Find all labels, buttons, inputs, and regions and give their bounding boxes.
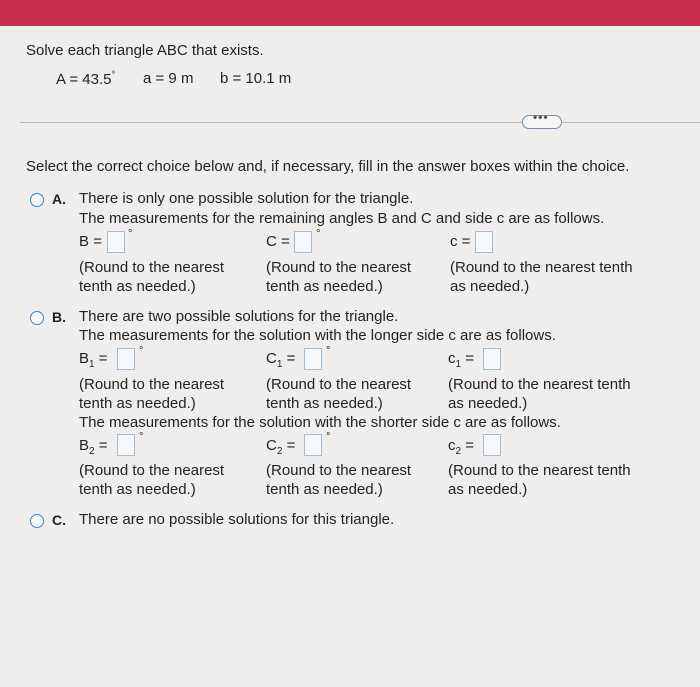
choice-b-shorter-text: The measurements for the solution with the shorter side c are as follows. [79, 414, 561, 431]
answer-box-c2[interactable] [483, 434, 501, 456]
equals-sign: = [465, 437, 474, 454]
answer-box-B[interactable] [107, 231, 125, 253]
choice-b-radio[interactable] [30, 311, 44, 325]
answer-box-c1[interactable] [483, 348, 501, 370]
round-note-line: (Round to the nearest [266, 259, 412, 276]
label-c1 [448, 350, 474, 370]
divider [20, 122, 700, 123]
answer-box-B2[interactable] [117, 434, 135, 456]
equals-sign: = [281, 233, 290, 250]
round-note-line: (Round to the nearest [266, 376, 412, 393]
choice-a-subtext: The measurements for the remaining angles B and C and side c are as follows. [79, 210, 605, 227]
label-B-text: B [79, 233, 90, 250]
round-note-line: (Round to the nearest [266, 462, 412, 479]
choice-b-letter: B. [52, 309, 66, 325]
label-C1 [266, 350, 295, 370]
label-C2 [266, 437, 295, 457]
equals-sign: = [98, 350, 108, 367]
equals-sign: = [286, 350, 296, 367]
given-angle-A-text: A = 43.5 [56, 71, 112, 88]
label-B2-text: B [79, 437, 90, 454]
subscript: 2 [89, 446, 95, 457]
round-note-line: tenth as needed.) [266, 395, 383, 412]
subscript: 2 [276, 446, 283, 457]
label-c-text: c [450, 233, 458, 250]
round-note-line: (Round to the nearest [79, 259, 225, 276]
ellipsis-icon: ••• [533, 110, 549, 124]
subscript: 1 [455, 359, 462, 370]
round-note [266, 258, 411, 296]
degree-symbol: ° [326, 345, 331, 357]
round-note-line: (Round to the nearest tenth [448, 462, 631, 479]
answer-box-C[interactable] [294, 231, 312, 253]
choice-c-text: There are no possible solutions for this triangle. [79, 511, 395, 528]
answer-box-B1[interactable] [117, 348, 135, 370]
round-note-line: (Round to the nearest [79, 462, 225, 479]
more-options-button[interactable] [522, 110, 562, 129]
given-side-a: a = 9 m [143, 70, 194, 87]
choice-c-letter: C. [52, 512, 66, 528]
round-note-line: tenth as needed.) [266, 278, 383, 295]
top-banner [0, 0, 700, 26]
choice-a-letter: A. [52, 191, 66, 207]
label-c [450, 233, 470, 250]
answer-box-C1[interactable] [304, 348, 322, 370]
label-B1-text: B [79, 350, 90, 367]
equals-sign: = [98, 437, 108, 454]
round-note-line: as needed.) [448, 395, 528, 412]
round-note [266, 461, 411, 499]
subscript: 1 [89, 359, 95, 370]
round-note-line: tenth as needed.) [266, 481, 383, 498]
choice-a-text: There is only one possible solution for the triangle. [79, 190, 414, 207]
degree-symbol: ° [316, 228, 321, 240]
label-c2 [448, 437, 474, 457]
label-c2-text: c [448, 437, 456, 454]
equals-sign: = [93, 233, 102, 250]
label-c1-text: c [448, 350, 456, 367]
degree-symbol: ° [326, 431, 331, 443]
equals-sign: = [286, 437, 296, 454]
round-note-line: (Round to the nearest tenth [448, 376, 631, 393]
degree-symbol: ° [128, 228, 133, 240]
degree-symbol: ° [111, 70, 116, 81]
round-note-line: as needed.) [448, 481, 528, 498]
round-note-line: tenth as needed.) [79, 278, 196, 295]
label-B [79, 233, 102, 250]
round-note [448, 461, 631, 499]
given-angle-A [56, 70, 115, 88]
degree-symbol: ° [139, 431, 144, 443]
choice-b-subtext: The measurements for the solution with the longer side c are as follows. [79, 327, 556, 344]
label-C-text: C [266, 233, 277, 250]
round-note [266, 375, 411, 413]
answer-box-C2[interactable] [304, 434, 322, 456]
equals-sign: = [465, 350, 474, 367]
label-B2 [79, 437, 108, 457]
round-note-line: (Round to the nearest tenth [450, 259, 633, 276]
instruction-text: Select the correct choice below and, if necessary, fill in the answer boxes within the choice. [26, 158, 630, 175]
label-B1 [79, 350, 108, 370]
round-note-line: tenth as needed.) [79, 481, 196, 498]
degree-symbol: ° [139, 345, 144, 357]
round-note [448, 375, 631, 413]
label-C [266, 233, 290, 250]
choice-b-text: There are two possible solutions for the triangle. [79, 308, 399, 325]
round-note-line: (Round to the nearest [79, 376, 225, 393]
choice-c-radio[interactable] [30, 514, 44, 528]
label-C1-text: C [266, 350, 277, 367]
round-note [79, 375, 224, 413]
round-note-line: as needed.) [450, 278, 530, 295]
choice-a-radio[interactable] [30, 193, 44, 207]
answer-box-c[interactable] [475, 231, 493, 253]
round-note [79, 258, 224, 296]
round-note-line: tenth as needed.) [79, 395, 196, 412]
given-side-b: b = 10.1 m [220, 70, 292, 87]
subscript: 1 [276, 359, 283, 370]
subscript: 2 [455, 446, 462, 457]
round-note [450, 258, 633, 296]
question-prompt: Solve each triangle ABC that exists. [26, 42, 264, 59]
equals-sign: = [461, 233, 471, 250]
round-note [79, 461, 224, 499]
label-C2-text: C [266, 437, 277, 454]
